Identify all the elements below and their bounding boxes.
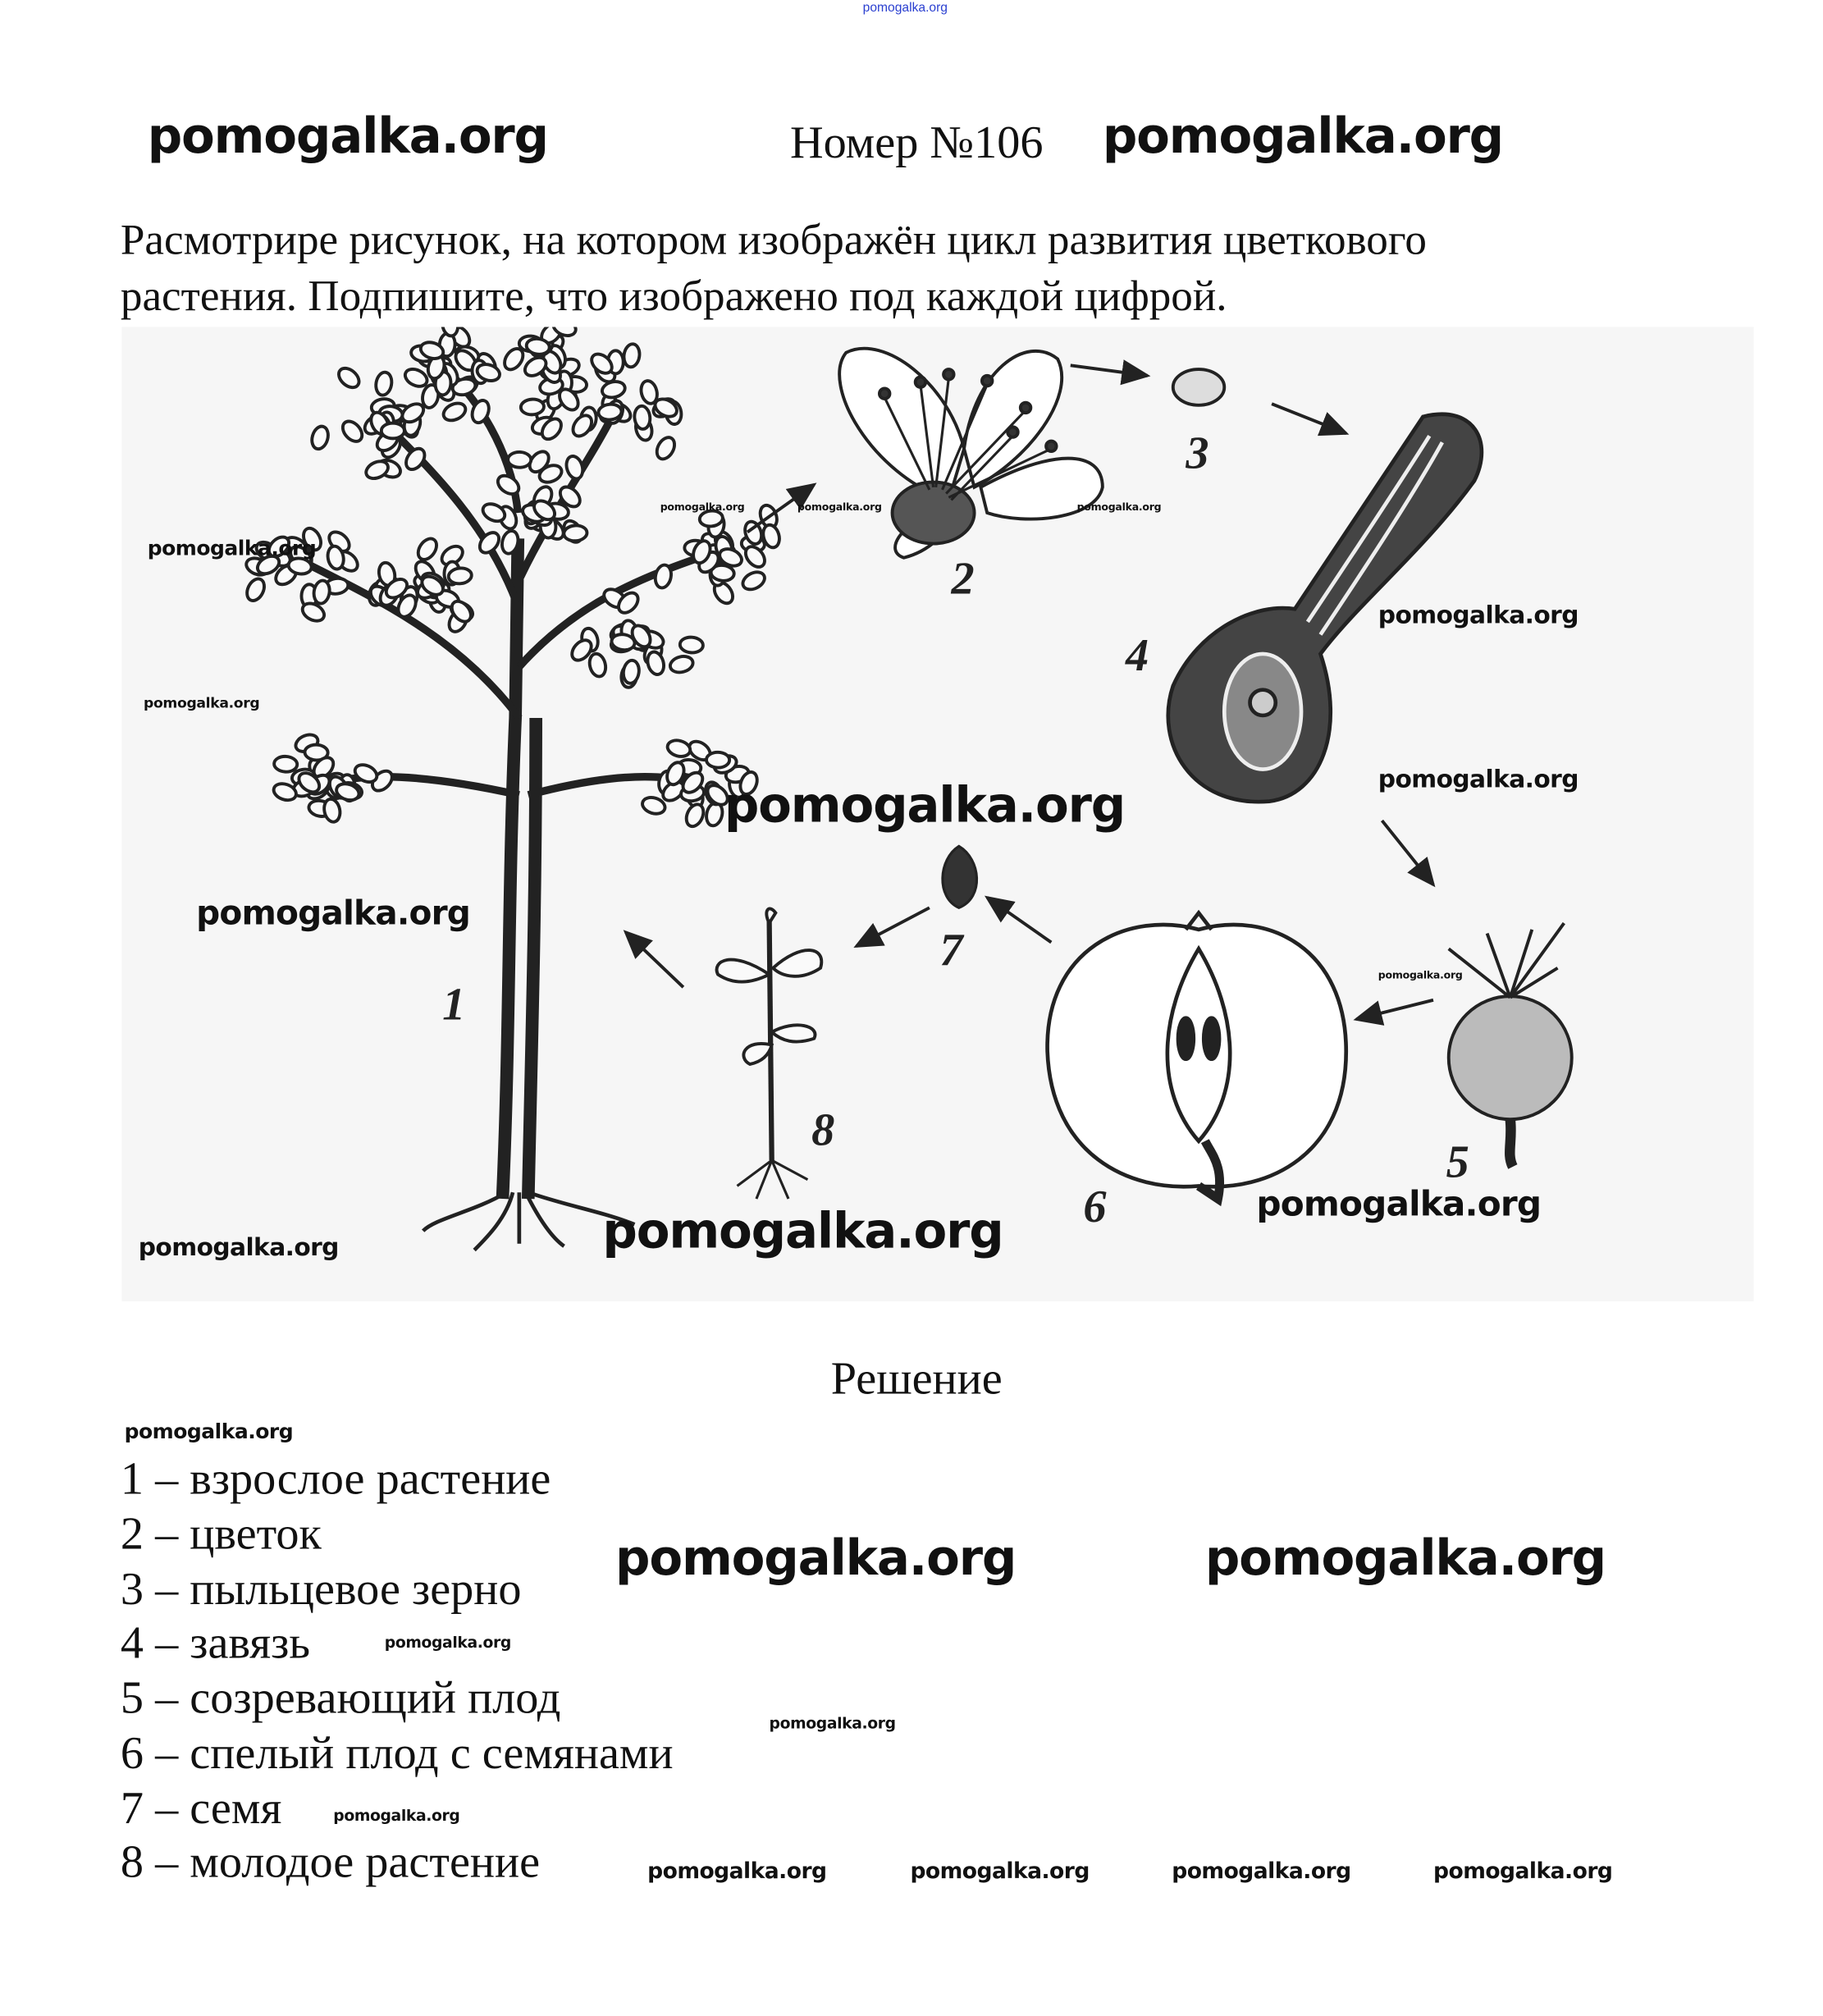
tree-leaf xyxy=(601,379,627,400)
tree-leaf xyxy=(645,650,666,676)
seed xyxy=(943,846,977,907)
answer-3: 3 – пыльцевое зерно xyxy=(120,1562,522,1615)
tree-leaf xyxy=(669,654,695,674)
watermark: pomogalka.org xyxy=(602,1202,1003,1259)
adult-tree xyxy=(244,327,782,1250)
tree-leaf xyxy=(244,576,267,604)
tree-leaf xyxy=(363,458,391,482)
label-8: 8 xyxy=(811,1104,835,1156)
tree-leaf xyxy=(441,400,468,423)
tree-leaf xyxy=(508,452,531,468)
arrow-apple-to-seed xyxy=(987,898,1051,943)
tree-leaf xyxy=(520,399,544,415)
watermark: pomogalka.org xyxy=(196,894,471,934)
arrow-pollen-to-pistil xyxy=(1272,404,1346,433)
tree-leaf xyxy=(706,752,729,768)
answer-1: 1 – взрослое растение xyxy=(120,1452,551,1504)
tree-leaf xyxy=(622,660,640,684)
watermark: pomogalka.org xyxy=(1432,1858,1613,1886)
tree-leaf xyxy=(274,756,298,772)
watermark: pomogalka.org xyxy=(724,776,1126,834)
label-6: 6 xyxy=(1083,1182,1107,1233)
watermark: pomogalka.org xyxy=(384,1633,511,1652)
label-4: 4 xyxy=(1125,630,1149,682)
label-1: 1 xyxy=(442,979,466,1031)
flower xyxy=(839,349,1103,558)
tree-leaf xyxy=(374,371,393,396)
arrow-seedling-to-tree xyxy=(626,932,683,987)
watermark: pomogalka.org xyxy=(1102,107,1504,165)
watermark: pomogalka.org xyxy=(1378,601,1579,630)
watermark: pomogalka.org xyxy=(910,1858,1090,1886)
answer-2: 2 – цветок xyxy=(120,1507,322,1560)
watermark: pomogalka.org xyxy=(1378,969,1463,981)
question-line-1: Расмотрире рисунок, на котором изображён цикл развития цветкового xyxy=(120,217,1427,264)
tree-leaf xyxy=(322,798,342,823)
label-3: 3 xyxy=(1186,427,1209,479)
watermark: pomogalka.org xyxy=(1076,501,1162,514)
tree-leaf xyxy=(653,434,678,462)
watermark: pomogalka.org xyxy=(647,1858,827,1886)
tree-leaf xyxy=(339,418,366,445)
watermark: pomogalka.org xyxy=(124,1419,294,1444)
seedling xyxy=(717,908,822,1199)
answer-7: 7 – семя xyxy=(120,1782,282,1834)
watermark: pomogalka.org xyxy=(769,1714,896,1733)
watermark: pomogalka.org xyxy=(1172,1858,1351,1886)
tree-leaf xyxy=(598,404,623,421)
answer-4: 4 – завязь xyxy=(120,1616,311,1668)
arrow-fruit-to-apple xyxy=(1356,1000,1433,1019)
ripening-fruit xyxy=(1449,923,1572,1167)
tree-leaf xyxy=(414,535,440,563)
label-5: 5 xyxy=(1446,1136,1469,1188)
tree-leaf xyxy=(587,652,608,679)
watermark: pomogalka.org xyxy=(660,501,745,514)
arrow-flower-to-pollen xyxy=(1071,365,1148,376)
watermark: pomogalka.org xyxy=(147,107,548,165)
tree-leaf xyxy=(309,424,331,450)
tree-leaf xyxy=(665,738,692,758)
watermark: pomogalka.org xyxy=(1256,1184,1542,1225)
tree-leaf xyxy=(313,579,331,605)
tree-leaf xyxy=(633,405,651,430)
watermark: pomogalka.org xyxy=(615,1529,1017,1586)
watermark: pomogalka.org xyxy=(333,1806,460,1825)
answer-5: 5 – созревающий плод xyxy=(120,1671,561,1724)
site-link[interactable]: pomogalka.org xyxy=(862,1,948,16)
arrow-pistil-to-fruit xyxy=(1382,821,1433,885)
arrow-seed-to-seedling xyxy=(857,907,930,946)
tree-leaf xyxy=(564,455,585,481)
tree-leaf xyxy=(480,501,508,524)
question-line-2: растения. Подпишите, что изображено под каждой цифрой. xyxy=(120,272,1227,321)
watermark: pomogalka.org xyxy=(147,536,317,560)
watermark: pomogalka.org xyxy=(1378,765,1579,794)
tree-leaf xyxy=(335,364,363,391)
solution-title: Решение xyxy=(830,1352,1003,1405)
watermark: pomogalka.org xyxy=(138,1233,339,1262)
page-title: Номер №106 xyxy=(790,117,1044,168)
tree-leaf xyxy=(564,525,587,542)
tree-leaf xyxy=(382,423,404,439)
ripe-fruit-with-seeds xyxy=(1048,913,1346,1199)
label-7: 7 xyxy=(939,925,963,976)
tree-leaf xyxy=(679,637,703,654)
tree-leaf xyxy=(653,564,673,589)
pollen-grain xyxy=(1173,369,1225,405)
label-2: 2 xyxy=(951,553,975,605)
watermark: pomogalka.org xyxy=(797,501,882,514)
tree-leaf xyxy=(740,569,768,592)
tree-leaf xyxy=(623,343,641,368)
watermark: pomogalka.org xyxy=(1204,1529,1606,1586)
tree-leaf xyxy=(448,567,473,585)
tree-leaf xyxy=(683,802,707,829)
watermark: pomogalka.org xyxy=(144,694,260,712)
answer-6: 6 – спелый плод с семянами xyxy=(120,1726,674,1779)
answer-8: 8 – молодое растение xyxy=(120,1835,541,1888)
